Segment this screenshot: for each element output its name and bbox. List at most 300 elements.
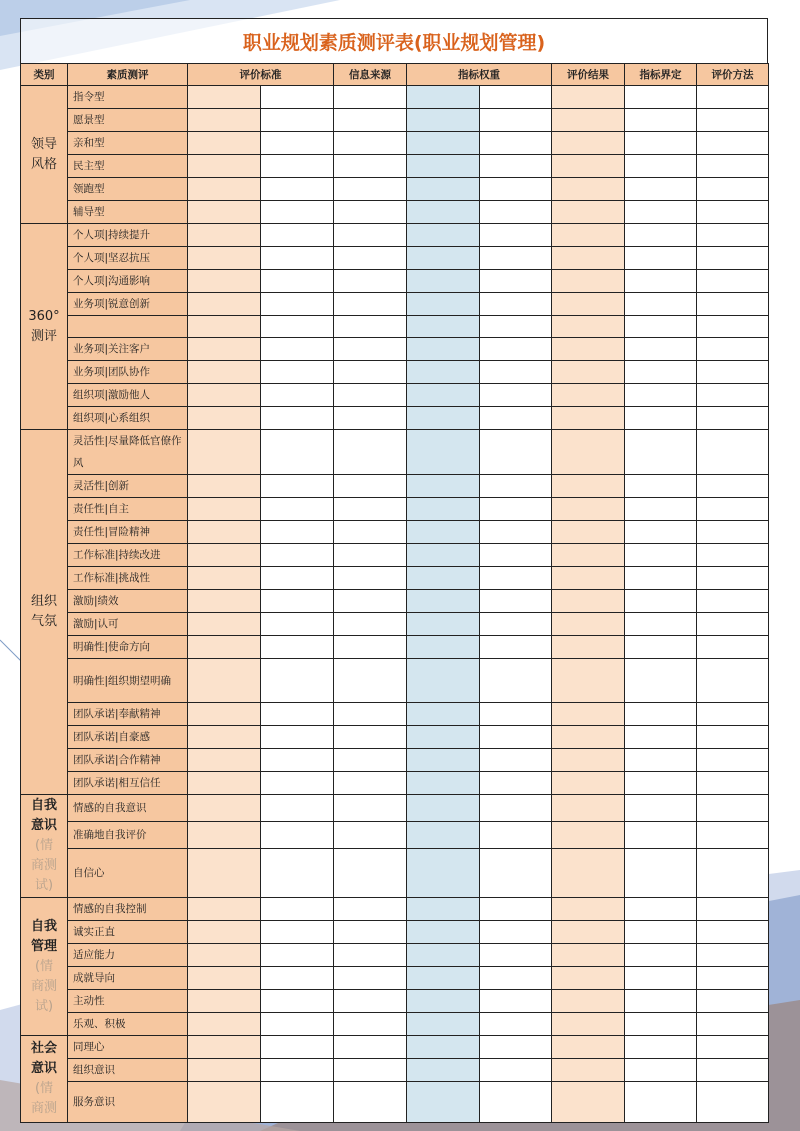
input-cell[interactable] [261, 1013, 334, 1036]
input-cell[interactable] [552, 795, 625, 822]
input-cell[interactable] [188, 795, 261, 822]
input-cell[interactable] [407, 316, 480, 338]
input-cell[interactable] [334, 1059, 407, 1082]
input-cell[interactable] [625, 155, 697, 178]
input-cell[interactable] [407, 384, 480, 407]
input-cell[interactable] [480, 726, 552, 749]
input-cell[interactable] [697, 967, 769, 990]
input-cell[interactable] [334, 201, 407, 224]
input-cell[interactable] [552, 224, 625, 247]
input-cell[interactable] [334, 475, 407, 498]
input-cell[interactable] [261, 475, 334, 498]
input-cell[interactable] [697, 316, 769, 338]
input-cell[interactable] [697, 109, 769, 132]
input-cell[interactable] [625, 967, 697, 990]
input-cell[interactable] [188, 155, 261, 178]
input-cell[interactable] [552, 361, 625, 384]
input-cell[interactable] [188, 567, 261, 590]
input-cell[interactable] [480, 822, 552, 849]
input-cell[interactable] [552, 521, 625, 544]
input-cell[interactable] [625, 247, 697, 270]
input-cell[interactable] [407, 636, 480, 659]
input-cell[interactable] [552, 109, 625, 132]
input-cell[interactable] [407, 361, 480, 384]
input-cell[interactable] [261, 944, 334, 967]
input-cell[interactable] [480, 659, 552, 703]
input-cell[interactable] [188, 544, 261, 567]
input-cell[interactable] [188, 86, 261, 109]
input-cell[interactable] [625, 132, 697, 155]
input-cell[interactable] [480, 967, 552, 990]
input-cell[interactable] [697, 407, 769, 430]
input-cell[interactable] [334, 749, 407, 772]
input-cell[interactable] [407, 201, 480, 224]
input-cell[interactable] [188, 822, 261, 849]
input-cell[interactable] [407, 1036, 480, 1059]
input-cell[interactable] [625, 361, 697, 384]
input-cell[interactable] [625, 201, 697, 224]
input-cell[interactable] [552, 498, 625, 521]
input-cell[interactable] [552, 293, 625, 316]
input-cell[interactable] [334, 849, 407, 898]
input-cell[interactable] [552, 178, 625, 201]
input-cell[interactable] [625, 109, 697, 132]
input-cell[interactable] [261, 430, 334, 475]
input-cell[interactable] [334, 990, 407, 1013]
input-cell[interactable] [407, 613, 480, 636]
input-cell[interactable] [697, 475, 769, 498]
input-cell[interactable] [334, 944, 407, 967]
input-cell[interactable] [188, 1036, 261, 1059]
input-cell[interactable] [261, 544, 334, 567]
input-cell[interactable] [261, 749, 334, 772]
input-cell[interactable] [334, 967, 407, 990]
input-cell[interactable] [697, 703, 769, 726]
input-cell[interactable] [480, 430, 552, 475]
input-cell[interactable] [552, 1082, 625, 1123]
input-cell[interactable] [552, 590, 625, 613]
input-cell[interactable] [261, 178, 334, 201]
input-cell[interactable] [188, 1082, 261, 1123]
input-cell[interactable] [261, 338, 334, 361]
input-cell[interactable] [625, 898, 697, 921]
input-cell[interactable] [407, 86, 480, 109]
input-cell[interactable] [334, 247, 407, 270]
input-cell[interactable] [407, 703, 480, 726]
input-cell[interactable] [552, 316, 625, 338]
input-cell[interactable] [697, 613, 769, 636]
input-cell[interactable] [261, 795, 334, 822]
input-cell[interactable] [334, 772, 407, 795]
input-cell[interactable] [625, 613, 697, 636]
input-cell[interactable] [407, 1082, 480, 1123]
input-cell[interactable] [188, 749, 261, 772]
input-cell[interactable] [625, 475, 697, 498]
input-cell[interactable] [552, 990, 625, 1013]
input-cell[interactable] [552, 636, 625, 659]
input-cell[interactable] [697, 849, 769, 898]
input-cell[interactable] [625, 749, 697, 772]
input-cell[interactable] [334, 636, 407, 659]
input-cell[interactable] [188, 659, 261, 703]
input-cell[interactable] [188, 384, 261, 407]
input-cell[interactable] [552, 1059, 625, 1082]
input-cell[interactable] [334, 132, 407, 155]
input-cell[interactable] [407, 178, 480, 201]
input-cell[interactable] [480, 590, 552, 613]
input-cell[interactable] [697, 726, 769, 749]
input-cell[interactable] [480, 361, 552, 384]
input-cell[interactable] [552, 270, 625, 293]
input-cell[interactable] [188, 361, 261, 384]
input-cell[interactable] [480, 1059, 552, 1082]
input-cell[interactable] [625, 86, 697, 109]
input-cell[interactable] [697, 822, 769, 849]
input-cell[interactable] [480, 407, 552, 430]
input-cell[interactable] [697, 270, 769, 293]
input-cell[interactable] [261, 1036, 334, 1059]
input-cell[interactable] [407, 944, 480, 967]
input-cell[interactable] [480, 990, 552, 1013]
input-cell[interactable] [697, 567, 769, 590]
input-cell[interactable] [697, 384, 769, 407]
input-cell[interactable] [261, 132, 334, 155]
input-cell[interactable] [334, 1036, 407, 1059]
input-cell[interactable] [552, 384, 625, 407]
input-cell[interactable] [407, 898, 480, 921]
input-cell[interactable] [334, 521, 407, 544]
input-cell[interactable] [625, 772, 697, 795]
input-cell[interactable] [480, 921, 552, 944]
input-cell[interactable] [407, 521, 480, 544]
input-cell[interactable] [625, 407, 697, 430]
input-cell[interactable] [697, 1082, 769, 1123]
input-cell[interactable] [407, 567, 480, 590]
input-cell[interactable] [261, 316, 334, 338]
input-cell[interactable] [697, 749, 769, 772]
input-cell[interactable] [334, 338, 407, 361]
input-cell[interactable] [480, 944, 552, 967]
input-cell[interactable] [261, 1059, 334, 1082]
input-cell[interactable] [261, 361, 334, 384]
input-cell[interactable] [334, 224, 407, 247]
input-cell[interactable] [480, 567, 552, 590]
input-cell[interactable] [625, 944, 697, 967]
input-cell[interactable] [334, 293, 407, 316]
input-cell[interactable] [188, 613, 261, 636]
input-cell[interactable] [334, 567, 407, 590]
input-cell[interactable] [334, 407, 407, 430]
input-cell[interactable] [334, 109, 407, 132]
input-cell[interactable] [625, 293, 697, 316]
input-cell[interactable] [480, 498, 552, 521]
input-cell[interactable] [334, 361, 407, 384]
input-cell[interactable] [334, 822, 407, 849]
input-cell[interactable] [697, 338, 769, 361]
input-cell[interactable] [188, 990, 261, 1013]
input-cell[interactable] [188, 109, 261, 132]
input-cell[interactable] [334, 795, 407, 822]
input-cell[interactable] [407, 590, 480, 613]
input-cell[interactable] [261, 247, 334, 270]
input-cell[interactable] [188, 475, 261, 498]
input-cell[interactable] [697, 293, 769, 316]
input-cell[interactable] [480, 109, 552, 132]
input-cell[interactable] [407, 849, 480, 898]
input-cell[interactable] [480, 293, 552, 316]
input-cell[interactable] [261, 201, 334, 224]
input-cell[interactable] [625, 822, 697, 849]
input-cell[interactable] [552, 201, 625, 224]
input-cell[interactable] [261, 270, 334, 293]
input-cell[interactable] [188, 132, 261, 155]
input-cell[interactable] [697, 944, 769, 967]
input-cell[interactable] [552, 430, 625, 475]
input-cell[interactable] [261, 590, 334, 613]
input-cell[interactable] [480, 772, 552, 795]
input-cell[interactable] [334, 430, 407, 475]
input-cell[interactable] [407, 293, 480, 316]
input-cell[interactable] [188, 1059, 261, 1082]
input-cell[interactable] [625, 703, 697, 726]
input-cell[interactable] [697, 990, 769, 1013]
input-cell[interactable] [552, 772, 625, 795]
input-cell[interactable] [552, 849, 625, 898]
input-cell[interactable] [552, 898, 625, 921]
input-cell[interactable] [334, 270, 407, 293]
input-cell[interactable] [261, 109, 334, 132]
input-cell[interactable] [334, 498, 407, 521]
input-cell[interactable] [261, 86, 334, 109]
input-cell[interactable] [625, 990, 697, 1013]
input-cell[interactable] [697, 1036, 769, 1059]
input-cell[interactable] [480, 521, 552, 544]
input-cell[interactable] [552, 1013, 625, 1036]
input-cell[interactable] [407, 967, 480, 990]
input-cell[interactable] [480, 1082, 552, 1123]
input-cell[interactable] [407, 224, 480, 247]
input-cell[interactable] [334, 921, 407, 944]
input-cell[interactable] [697, 498, 769, 521]
input-cell[interactable] [480, 201, 552, 224]
input-cell[interactable] [625, 1013, 697, 1036]
input-cell[interactable] [261, 822, 334, 849]
input-cell[interactable] [697, 590, 769, 613]
input-cell[interactable] [188, 407, 261, 430]
input-cell[interactable] [261, 967, 334, 990]
input-cell[interactable] [552, 703, 625, 726]
input-cell[interactable] [552, 86, 625, 109]
input-cell[interactable] [188, 270, 261, 293]
input-cell[interactable] [261, 772, 334, 795]
input-cell[interactable] [480, 1013, 552, 1036]
input-cell[interactable] [261, 898, 334, 921]
input-cell[interactable] [407, 772, 480, 795]
input-cell[interactable] [261, 849, 334, 898]
input-cell[interactable] [188, 224, 261, 247]
input-cell[interactable] [625, 498, 697, 521]
input-cell[interactable] [407, 921, 480, 944]
input-cell[interactable] [480, 384, 552, 407]
input-cell[interactable] [188, 967, 261, 990]
input-cell[interactable] [697, 795, 769, 822]
input-cell[interactable] [188, 590, 261, 613]
input-cell[interactable] [697, 521, 769, 544]
input-cell[interactable] [188, 1013, 261, 1036]
input-cell[interactable] [261, 224, 334, 247]
input-cell[interactable] [480, 86, 552, 109]
input-cell[interactable] [625, 316, 697, 338]
input-cell[interactable] [407, 338, 480, 361]
input-cell[interactable] [697, 659, 769, 703]
input-cell[interactable] [334, 659, 407, 703]
input-cell[interactable] [480, 475, 552, 498]
input-cell[interactable] [480, 132, 552, 155]
input-cell[interactable] [697, 1059, 769, 1082]
input-cell[interactable] [625, 224, 697, 247]
input-cell[interactable] [407, 1059, 480, 1082]
input-cell[interactable] [480, 749, 552, 772]
input-cell[interactable] [480, 155, 552, 178]
input-cell[interactable] [480, 898, 552, 921]
input-cell[interactable] [552, 567, 625, 590]
input-cell[interactable] [552, 944, 625, 967]
input-cell[interactable] [407, 407, 480, 430]
input-cell[interactable] [552, 407, 625, 430]
input-cell[interactable] [261, 703, 334, 726]
input-cell[interactable] [697, 921, 769, 944]
input-cell[interactable] [625, 849, 697, 898]
input-cell[interactable] [697, 178, 769, 201]
input-cell[interactable] [334, 155, 407, 178]
input-cell[interactable] [188, 944, 261, 967]
input-cell[interactable] [625, 795, 697, 822]
input-cell[interactable] [480, 247, 552, 270]
input-cell[interactable] [480, 703, 552, 726]
input-cell[interactable] [625, 567, 697, 590]
input-cell[interactable] [480, 544, 552, 567]
input-cell[interactable] [552, 247, 625, 270]
input-cell[interactable] [334, 590, 407, 613]
input-cell[interactable] [188, 247, 261, 270]
input-cell[interactable] [407, 270, 480, 293]
input-cell[interactable] [188, 178, 261, 201]
input-cell[interactable] [188, 921, 261, 944]
input-cell[interactable] [697, 636, 769, 659]
input-cell[interactable] [261, 384, 334, 407]
input-cell[interactable] [188, 521, 261, 544]
input-cell[interactable] [407, 726, 480, 749]
input-cell[interactable] [552, 967, 625, 990]
input-cell[interactable] [261, 155, 334, 178]
input-cell[interactable] [552, 613, 625, 636]
input-cell[interactable] [697, 1013, 769, 1036]
input-cell[interactable] [480, 178, 552, 201]
input-cell[interactable] [552, 726, 625, 749]
input-cell[interactable] [625, 544, 697, 567]
input-cell[interactable] [407, 822, 480, 849]
input-cell[interactable] [407, 659, 480, 703]
input-cell[interactable] [697, 544, 769, 567]
input-cell[interactable] [188, 703, 261, 726]
input-cell[interactable] [407, 430, 480, 475]
input-cell[interactable] [334, 316, 407, 338]
input-cell[interactable] [697, 430, 769, 475]
input-cell[interactable] [261, 990, 334, 1013]
input-cell[interactable] [261, 407, 334, 430]
input-cell[interactable] [625, 270, 697, 293]
input-cell[interactable] [697, 247, 769, 270]
input-cell[interactable] [407, 749, 480, 772]
input-cell[interactable] [407, 1013, 480, 1036]
input-cell[interactable] [625, 178, 697, 201]
input-cell[interactable] [625, 636, 697, 659]
input-cell[interactable] [334, 178, 407, 201]
input-cell[interactable] [261, 726, 334, 749]
input-cell[interactable] [625, 726, 697, 749]
input-cell[interactable] [625, 1059, 697, 1082]
input-cell[interactable] [480, 316, 552, 338]
input-cell[interactable] [625, 921, 697, 944]
input-cell[interactable] [188, 201, 261, 224]
input-cell[interactable] [480, 613, 552, 636]
input-cell[interactable] [552, 544, 625, 567]
input-cell[interactable] [261, 636, 334, 659]
input-cell[interactable] [552, 1036, 625, 1059]
input-cell[interactable] [334, 544, 407, 567]
input-cell[interactable] [261, 613, 334, 636]
input-cell[interactable] [188, 772, 261, 795]
input-cell[interactable] [625, 1036, 697, 1059]
input-cell[interactable] [697, 132, 769, 155]
input-cell[interactable] [480, 849, 552, 898]
input-cell[interactable] [697, 898, 769, 921]
input-cell[interactable] [261, 293, 334, 316]
input-cell[interactable] [697, 361, 769, 384]
input-cell[interactable] [334, 1013, 407, 1036]
input-cell[interactable] [697, 224, 769, 247]
input-cell[interactable] [625, 384, 697, 407]
input-cell[interactable] [697, 772, 769, 795]
input-cell[interactable] [261, 1082, 334, 1123]
input-cell[interactable] [188, 898, 261, 921]
input-cell[interactable] [261, 498, 334, 521]
input-cell[interactable] [697, 201, 769, 224]
input-cell[interactable] [552, 338, 625, 361]
input-cell[interactable] [188, 636, 261, 659]
input-cell[interactable] [697, 155, 769, 178]
input-cell[interactable] [407, 795, 480, 822]
input-cell[interactable] [552, 921, 625, 944]
input-cell[interactable] [188, 498, 261, 521]
input-cell[interactable] [407, 544, 480, 567]
input-cell[interactable] [188, 338, 261, 361]
input-cell[interactable] [625, 1082, 697, 1123]
input-cell[interactable] [334, 726, 407, 749]
input-cell[interactable] [552, 475, 625, 498]
input-cell[interactable] [552, 822, 625, 849]
input-cell[interactable] [407, 132, 480, 155]
input-cell[interactable] [625, 659, 697, 703]
input-cell[interactable] [334, 384, 407, 407]
input-cell[interactable] [334, 703, 407, 726]
input-cell[interactable] [407, 990, 480, 1013]
input-cell[interactable] [480, 1036, 552, 1059]
input-cell[interactable] [625, 590, 697, 613]
input-cell[interactable] [480, 795, 552, 822]
input-cell[interactable] [480, 270, 552, 293]
input-cell[interactable] [334, 898, 407, 921]
